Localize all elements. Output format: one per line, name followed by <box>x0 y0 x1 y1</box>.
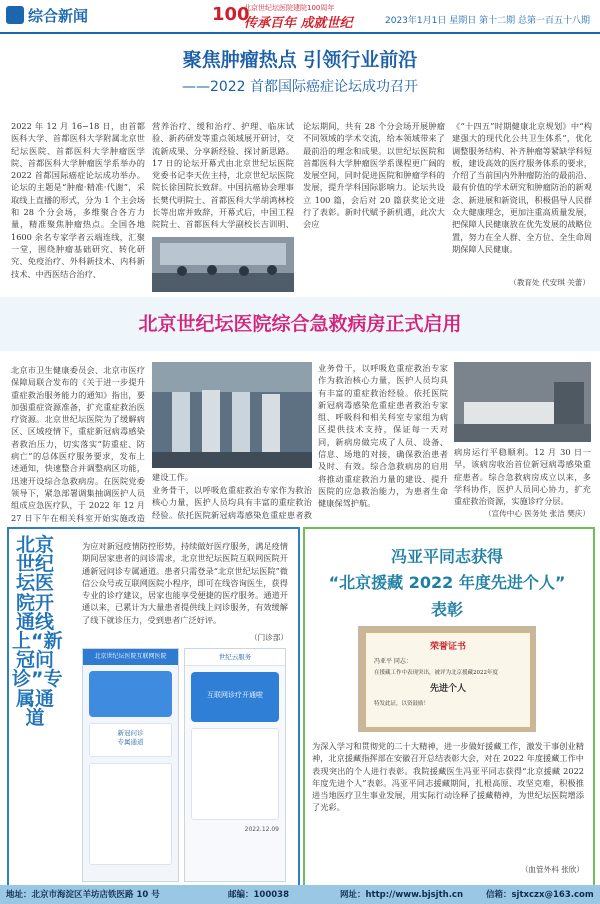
footer-address: 地址：北京市海淀区羊坊店铁医路 10 号 <box>6 890 160 900</box>
phone-service-title: 世纪云服务 <box>185 649 285 666</box>
ward-photo-2 <box>454 362 591 442</box>
article1-column-2: 营养治疗、缓和治疗、护理、临床试验、新药研发等重点领域展开研讨，交流新成果、分享新经验、探讨新思路。17 日的论坛开幕式由北京世纪坛医院党委书记李天佐主持，北京世纪坛医院院长徐国院长致辞。中国抗癌协会理事长樊代明院士、首都医科大学胡鸿林校长等出席并致辞，开幕式后，中国工程院院士、首都医科大学副校长吉训明、 <box>152 121 294 230</box>
footer-postcode: 邮编：100038 <box>228 890 289 900</box>
phone-card-title: 新冠问诊 <box>117 729 144 737</box>
article1-subtitle: ——2022 首都国际癌症论坛成功召开 <box>181 79 419 95</box>
phone-date: 2022.12.09 <box>244 826 279 833</box>
masthead-rule <box>0 32 600 34</box>
article1-column-1: 2022 年 12 月 16−18 日，由首都医科大学、首都医科大学附属北京世纪坛医院、首都医科大学肿瘤医学院、首都医科大学肿瘤医学系举办的 2022 首都国际癌症论坛成功举办。论坛的主题是“肿瘤·精准·代谢”，采取线上直播的形式，分为 1 个主会场和 28 个分会场，多维聚合各方力量，精准聚焦肿瘤热点。全国各地 1600 余名专家学者云端连线，汇聚一堂，围绕肿瘤基础研究、转化研究、免疫治疗、外科新技术、内科新技术、中西医结合治疗、 <box>11 121 145 279</box>
issue-date-line: 2023年1月1日 星期日 第十二期 总第一百五十八期 <box>385 16 590 26</box>
slogan-small: 北京世纪坛医院建院100周年 <box>244 4 335 12</box>
slogan: 传承百年 成就世纪 <box>244 16 353 31</box>
certificate <box>365 632 531 728</box>
article2-column-2a: 业务骨干，以呼吸危重症救治专家作为救治核心力量，医护人员均具有丰富的重症救治经验。依托医院新冠病毒感染危重症患者救 <box>152 485 312 520</box>
article4-title-line1: 冯亚平同志获得 <box>390 547 503 566</box>
masthead <box>0 0 600 34</box>
forum-photo <box>152 237 294 292</box>
article2-column-2b: 业务骨干，以呼吸危重症救治专家作为救治核心力量，医护人员均具有丰富的重症救治经验。依托医院新冠病毒感染危重症患者救治专家组、呼吸科和相关科室专家组为病区提供技术支持，保证每一天对同，新病房做完成了人员、设备、信息、场地的对接，确保救治患者及时、有效。综合急救病房的启用将推动重症救治力量的建设、提升医院的应急救治能力，为患者生命健康保驾护航。 <box>318 363 448 509</box>
medical-staff-photo-icon <box>152 362 312 468</box>
newspaper-logo-icon <box>6 6 24 24</box>
footer-email[interactable]: 信箱：sjtxczx@163.com <box>486 890 594 900</box>
article1-title: 聚焦肿瘤热点 引领行业前沿 <box>182 49 418 71</box>
phone-header: 北京世纪坛医院互联网医院 <box>83 649 178 665</box>
certificate-name: 冯亚平 同志： <box>374 658 412 665</box>
certificate-end: 特发此证，以资鼓励！ <box>374 701 430 707</box>
article3-byline: （门诊部） <box>250 633 288 642</box>
certificate-frame <box>358 626 536 732</box>
article1-column-3: 论坛期间，共有 28 个分会场开展肿瘤不同领域的学术交流，给本领域带来了最前沿的理念和成果。以世纪坛医院和首都医科大学肿瘤医学系课程更广阔的发展空间，同时促进医院和肿瘤学科的发展，提升学科国际影响力。论坛共设立 100 篇，会后对 20 篇获奖论文进行了表彰。新时代赋予新机遇，此次大会应 <box>303 121 445 230</box>
article2-title: 北京世纪坛医院综合急救病房正式启用 <box>138 313 462 335</box>
article4-byline: （血管外科 张欣） <box>520 865 584 874</box>
article3-body: 为应对新冠疫情防控形势，持续做好医疗服务，满足疫情期间居家患者的问诊需求，北京世纪坛医院互联网医院开通新冠问诊专属通道。患者只需登录“北京世纪坛医院”微信公众号或互联网医院小程序，即可在线咨询医生，获得专业的诊疗建议，居家也能享受便捷的医疗服务。通道开通以来，已累计为大量患者提供线上问诊服务，有效缓解了线下就诊压力，受到患者广泛好评。 <box>82 541 288 625</box>
article4-title-line2: “北京援藏 2022 年度先进个人” <box>328 573 566 592</box>
article2-column-3: 病房运行平稳顺利。12 月 30 日一早，该病房收治首位新冠病毒感染重症患者。综合急救病房成立以来，多学科协作，医护人员同心协力，扩充重症救治资源，实施诊疗分层。 <box>454 447 591 506</box>
certificate-title: 荣誉证书 <box>429 642 466 652</box>
centenary-emblem: 100 <box>212 4 250 25</box>
certificate-body: 在援藏工作中表现突出，被评为北京援藏2022年度 <box>374 670 498 676</box>
conference-photo-icon <box>152 237 294 292</box>
article2-column-1: 北京市卫生健康委员会、北京市医疗保障局联合发布的《关于进一步提升重症救治服务能力的通知》指出，要加强重症资源准备，扩充重症救治医疗资源。北京世纪坛医院为了缓解病区、区域疫情下，重症新冠病毒感染者救治压力，切实落实“防重症、防病亡”的总体医疗服务要求，发布上述通知，快速整合并调整病区功能，迅速开设综合急救病房。在医院党委领导下，紧急部署调集抽调医护人员组成应急医疗队，于 2022 年 12 月 27 日下午在相关科室开始实施改造 <box>11 365 145 522</box>
phone-banner: 互联网诊疗开通啦 <box>191 672 279 722</box>
hospital-bed-photo-icon <box>454 362 591 442</box>
section-title: 综合新闻 <box>28 7 89 25</box>
article1-column-4: 《“十四五”时期健康北京规划》中“构建强大的现代化公共卫生体系”，优化调整服务结构、补齐肿瘤等紧缺学科短板，建设高效的医疗服务体系的要求，介绍了当前国内外肿瘤防治的最前沿、最有价值的学术研究和肿瘤防治的新观念、新进展和新资讯，积极倡导人民群众大健康理念，更加注重高质量发展，把保障人民健康放在优先发展的战略位置，努力在全人群、全方位、全生命周期保障人民健康。 <box>452 121 592 254</box>
footer-website[interactable]: 网址：http://www.bjsjth.cn <box>340 890 464 900</box>
phone-card-sub: 专属通道 <box>117 738 144 746</box>
certificate-award: 先进个人 <box>429 684 466 694</box>
phone-screenshot-2 <box>184 648 286 882</box>
article4-body: 为深入学习和贯彻党的二十大精神，进一步做好援藏工作，激发干事创业精神，北京援藏指挥部在安徽召开总结表彰大会，对在 2022 年度援藏工作中表现突出的个人进行表彰。我院援藏医生冯亚平同志获得“北京援藏 2022 年度先进个人”表彰。冯亚平同志援藏期间，扎根高原、攻坚克难，积极推进当地医疗卫生事业发展，用实际行动诠释了援藏精神，为世纪坛医院增添了光彩。 <box>312 741 584 813</box>
photo-caption: 建设工作。 <box>152 472 193 482</box>
article1-byline: （教育处 代安琪 关蕾） <box>509 278 590 287</box>
article4-title-line3: 表彰 <box>430 600 463 619</box>
article3-vertical-title: 北京世纪坛医院开通线上“新冠问诊”专属通道 <box>12 534 63 729</box>
phone-screenshot-1 <box>82 648 179 882</box>
article2-byline: （宣传中心 医务处 张洁 樊庆） <box>484 509 590 518</box>
ward-photo-1 <box>152 362 312 468</box>
